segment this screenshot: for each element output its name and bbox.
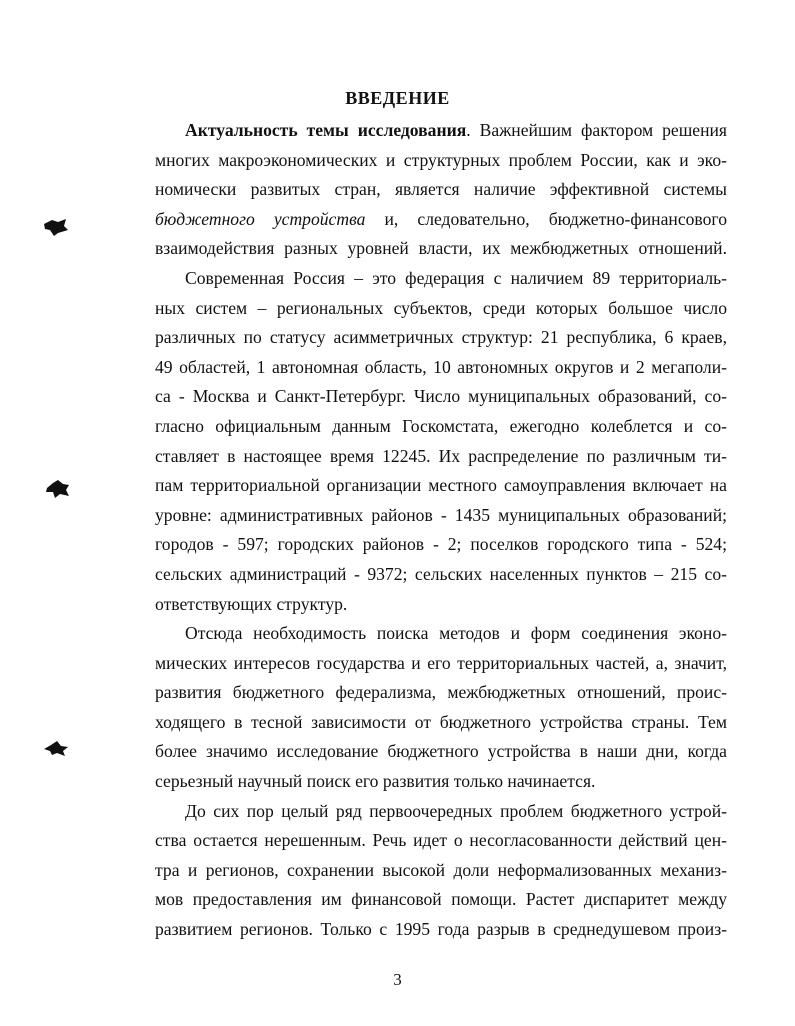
text-line: гласно официальным данным Госкомстата, ежегодно колеблется и со- xyxy=(155,415,727,436)
text-line: ходящего в тесной зависимости от бюджетного устройства страны. Тем xyxy=(155,711,727,732)
text-line: серьезный научный поиск его развития только начинается. xyxy=(155,771,596,792)
text-line: ства остается нерешенным. Речь идет о несогласованности действий цен- xyxy=(155,830,727,851)
lead-phrase: Актуальность темы исследования xyxy=(185,120,467,140)
body-text xyxy=(155,116,727,945)
text-line: бюджетного устройства и, следовательно, бюджетно-финансового xyxy=(155,208,727,229)
text-line: сельских администраций - 9372; сельских населенных пунктов – 215 со- xyxy=(155,563,727,584)
text-line: номически развитых стран, является наличие эффективной системы xyxy=(155,179,727,200)
text-line: тра и регионов, сохранении высокой доли неформализованных механиз- xyxy=(155,859,727,880)
text-line: мов предоставления им финансовой помощи. Растет диспаритет между xyxy=(155,889,727,910)
text-line: ставляет в настоящее время 12245. Их распределение по различным ти- xyxy=(155,445,727,466)
text-line: Современная Россия – это федерация с наличием 89 территориаль- xyxy=(185,267,727,288)
page-title: ВВЕДЕНИЕ xyxy=(345,88,450,108)
text-line: До сих пор целый ряд первоочередных проблем бюджетного устрой- xyxy=(185,800,727,821)
text-line: Актуальность темы исследования. Важнейшим фактором решения xyxy=(185,120,728,140)
text-line: ных систем – региональных субъектов, среди которых большое число xyxy=(155,297,727,318)
text-line: ответствующих структур. xyxy=(155,593,348,614)
text-line: развитием регионов. Только с 1995 года разрыв в среднедушевом произ- xyxy=(155,919,727,940)
text-line: пам территориальной организации местного самоуправления включает на xyxy=(155,475,727,496)
text-line: многих макроэкономических и структурных проблем России, как и эко- xyxy=(155,149,727,170)
text-line: уровне: административных районов - 1435 муниципальных образований; xyxy=(155,504,727,525)
text-line: более значимо исследование бюджетного устройства в наши дни, когда xyxy=(155,741,727,762)
text-line: 49 областей, 1 автономная область, 10 автономных округов и 2 мегаполи- xyxy=(155,356,727,377)
text-line: развития бюджетного федерализма, межбюджетных отношений, проис- xyxy=(155,682,727,703)
text-line: са - Москва и Санкт-Петербург. Число муниципальных образований, со- xyxy=(155,386,727,407)
page-number: 3 xyxy=(393,970,402,989)
text-line: мических интересов государства и его территориальных частей, а, значит, xyxy=(155,652,727,673)
text-line: Отсюда необходимость поиска методов и форм соединения эконо- xyxy=(185,623,727,644)
punch-mark-icon xyxy=(44,478,72,500)
text-line: взаимодействия разных уровней власти, их межбюджетных отношений. xyxy=(155,238,727,259)
text-line: различных по статусу асимметричных структур: 21 республика, 6 краев, xyxy=(155,327,727,348)
punch-mark-icon xyxy=(42,738,70,760)
italic-term: бюджетного устройства xyxy=(155,208,366,229)
text-line: городов - 597; городских районов - 2; поселков городского типа - 524; xyxy=(155,534,727,555)
punch-mark-icon xyxy=(42,216,70,238)
